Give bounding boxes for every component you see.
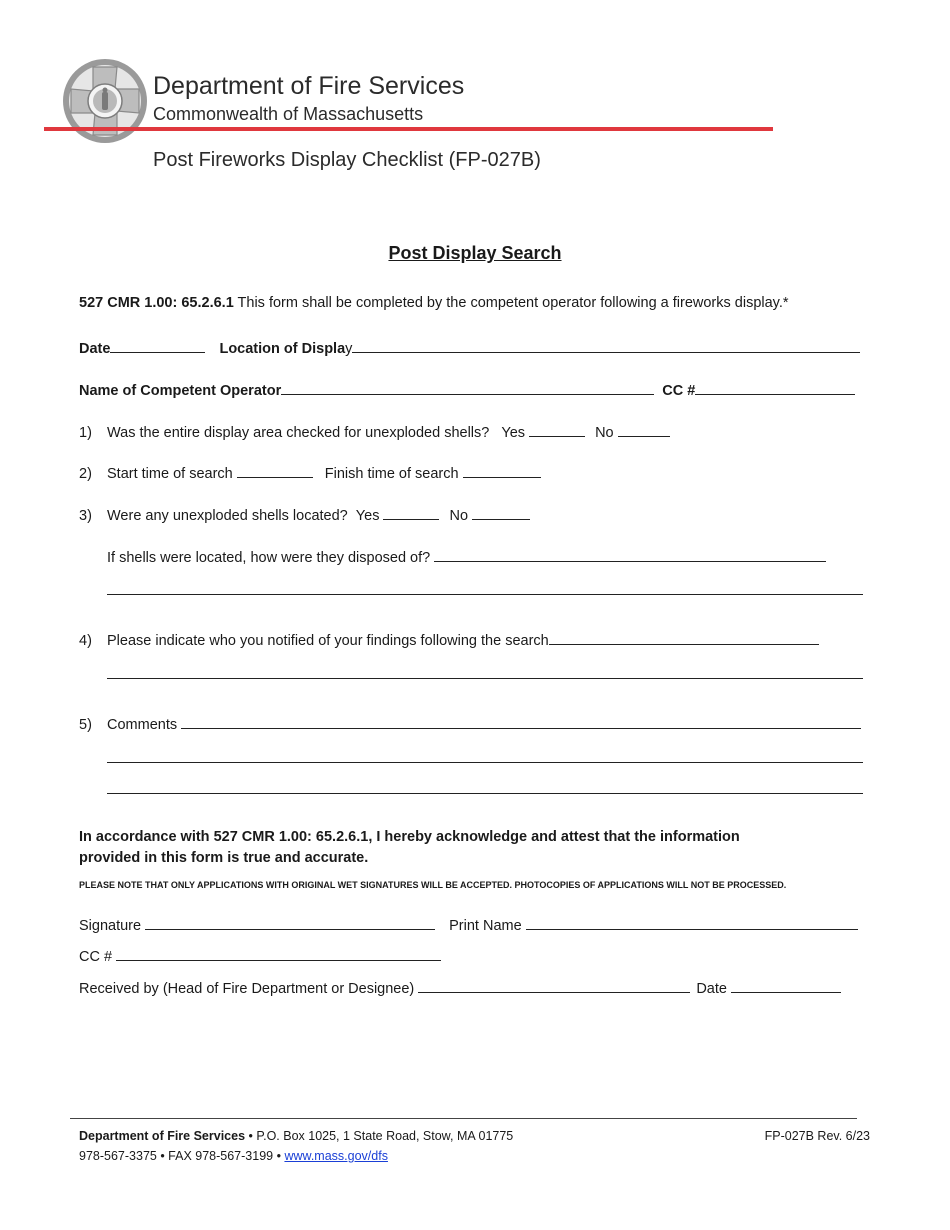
q3-yes-label: Yes [355, 508, 380, 524]
cc-field[interactable] [695, 381, 855, 395]
q3-followup-label: If shells were located, how were they disposed of? [107, 550, 431, 566]
footer-address-text: • P.O. Box 1025, 1 State Road, Stow, MA 01775 [245, 1129, 514, 1143]
header-divider [44, 127, 773, 131]
attest-line-1: In accordance with 527 CMR 1.00: 65.2.6.1, I hereby acknowledge and attest that the information [79, 829, 740, 845]
notified-field-line-2[interactable] [107, 678, 863, 679]
signature-cc-field[interactable] [116, 947, 441, 961]
q1-text: Was the entire display area checked for unexploded shells? [107, 425, 490, 441]
signature-label: Signature [79, 918, 142, 934]
footer-contact [79, 1149, 388, 1163]
footer-phone: 978-567-3375 • FAX 978-567-3199 • [79, 1149, 285, 1163]
q4-number: 4) [79, 633, 92, 649]
dfs-seal-icon [62, 58, 148, 144]
footer-org: Department of Fire Services [79, 1129, 246, 1143]
section-title: Post Display Search [388, 243, 562, 263]
attest-line-2: provided in this form is true and accurate. [79, 850, 369, 866]
disposal-field[interactable] [434, 548, 826, 562]
q3-text: Were any unexploded shells located? [107, 508, 348, 524]
signature-cc-row [79, 947, 441, 965]
intro-reference: 527 CMR 1.00: 65.2.6.1 [79, 295, 234, 311]
question-3 [79, 506, 530, 524]
signature-row [79, 916, 858, 934]
finish-time-field[interactable] [463, 464, 541, 478]
date-field[interactable] [110, 339, 205, 353]
q1-no-field[interactable] [618, 423, 670, 437]
date-location-row [79, 339, 860, 357]
question-4 [79, 631, 819, 649]
location-label: Location of Displa [219, 341, 346, 357]
q1-number: 1) [79, 425, 92, 441]
q1-yes-field[interactable] [529, 423, 585, 437]
start-time-field[interactable] [237, 464, 313, 478]
question-5 [79, 715, 861, 733]
received-label: Received by (Head of Fire Department or Designee) [79, 981, 415, 997]
org-subtitle: Commonwealth of Massachusetts [153, 104, 424, 124]
q3-number: 3) [79, 508, 92, 524]
q3-no-label: No [449, 508, 469, 524]
form-title: Post Fireworks Display Checklist (FP-027B) [153, 149, 541, 171]
signature-cc-label: CC # [79, 949, 113, 965]
footer-divider [70, 1118, 857, 1119]
footer-address [79, 1129, 513, 1143]
operator-label: Name of Competent Operator [79, 383, 282, 399]
comments-field[interactable] [181, 715, 861, 729]
q3-yes-field[interactable] [383, 506, 439, 520]
received-row [79, 979, 841, 997]
q5-text: Comments [107, 717, 178, 733]
operator-field[interactable] [281, 381, 654, 395]
q3-followup [107, 548, 826, 566]
q4-text: Please indicate who you notified of your findings following the search [107, 633, 549, 649]
q5-number: 5) [79, 717, 92, 733]
q3-no-field[interactable] [472, 506, 530, 520]
intro-text: This form shall be completed by the competent operator following a fireworks display.* [233, 295, 789, 311]
q1-no-label: No [595, 425, 614, 441]
question-2 [79, 464, 541, 482]
notified-field[interactable] [549, 631, 819, 645]
received-field[interactable] [418, 979, 690, 993]
location-field[interactable] [352, 339, 860, 353]
print-name-field[interactable] [526, 916, 858, 930]
comments-field-line-2[interactable] [107, 762, 863, 763]
q2-start-label: Start time of search [107, 466, 233, 482]
intro-paragraph [79, 295, 789, 311]
cc-label: CC # [662, 383, 696, 399]
question-1 [79, 423, 670, 441]
date-label: Date [79, 341, 111, 357]
disposal-field-line-2[interactable] [107, 594, 863, 595]
print-name-label: Print Name [449, 918, 522, 934]
q2-finish-label: Finish time of search [324, 466, 459, 482]
comments-field-line-3[interactable] [107, 793, 863, 794]
received-date-field[interactable] [731, 979, 841, 993]
signature-field[interactable] [145, 916, 435, 930]
footer-form-id: FP-027B Rev. 6/23 [764, 1129, 870, 1143]
org-name: Department of Fire Services [153, 72, 465, 100]
q2-number: 2) [79, 466, 92, 482]
footer-website-link[interactable]: www.mass.gov/dfs [284, 1149, 388, 1163]
received-date-label: Date [696, 981, 727, 997]
operator-row [79, 381, 855, 399]
q1-yes-label: Yes [501, 425, 526, 441]
wet-signature-note: PLEASE NOTE THAT ONLY APPLICATIONS WITH ORIGINAL WET SIGNATURES WILL BE ACCEPTED. PHOTOCOPIES OF APPLICATIONS WILL NOT BE PROCESSED. [79, 880, 787, 890]
location-label-tail: y [345, 341, 353, 357]
